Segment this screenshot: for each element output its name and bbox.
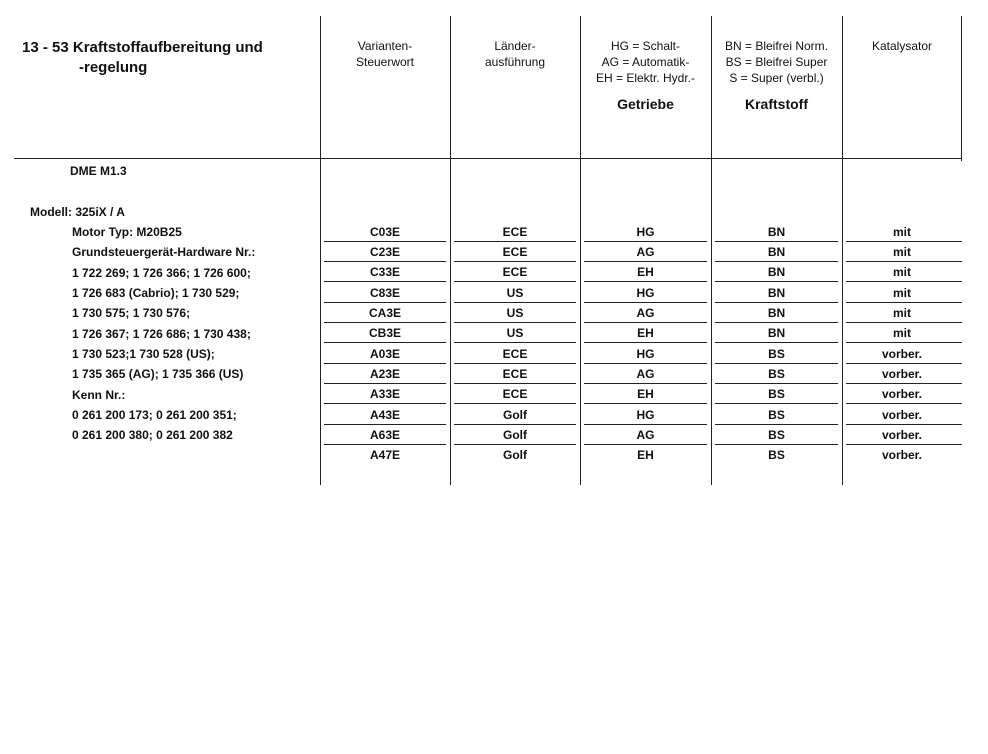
row-underline bbox=[715, 403, 838, 404]
header-laender bbox=[450, 38, 580, 70]
table-row bbox=[320, 344, 962, 364]
left-line: Kenn Nr.: bbox=[72, 388, 126, 402]
header-katalysator-label: Katalysator bbox=[871, 39, 933, 53]
header-laender-line-2: ausführung bbox=[484, 55, 546, 69]
header-kraftstoff-title: Kraftstoff bbox=[745, 96, 808, 112]
cell-getriebe: HG bbox=[636, 408, 655, 422]
row-underline bbox=[584, 281, 707, 282]
header-divider bbox=[14, 158, 962, 159]
cell-kraftstoff: BN bbox=[767, 225, 786, 239]
cell-land: US bbox=[506, 326, 524, 340]
cell-getriebe: AG bbox=[636, 367, 655, 381]
header-kraftstoff-line-3: S = Super (verbl.) bbox=[729, 71, 824, 85]
cell-kat: vorber. bbox=[881, 367, 923, 381]
left-line: 1 722 269; 1 726 366; 1 726 600; bbox=[72, 266, 251, 280]
cell-getriebe: HG bbox=[636, 286, 655, 300]
cell-kraftstoff: BN bbox=[767, 286, 786, 300]
cell-kat: mit bbox=[893, 225, 911, 239]
cell-kraftstoff: BN bbox=[767, 326, 786, 340]
table-row bbox=[320, 303, 962, 323]
table-row bbox=[320, 384, 962, 404]
cell-kat: mit bbox=[893, 286, 911, 300]
dme-label: DME M1.3 bbox=[70, 164, 127, 178]
cell-code: A63E bbox=[369, 428, 401, 442]
cell-land: Golf bbox=[503, 428, 527, 442]
cell-kat: vorber. bbox=[881, 347, 923, 361]
cell-code: C23E bbox=[369, 245, 401, 259]
row-underline bbox=[454, 342, 576, 343]
cell-kat: mit bbox=[893, 245, 911, 259]
cell-getriebe: AG bbox=[636, 306, 655, 320]
header-kraftstoff-line-1: BN = Bleifrei Norm. bbox=[724, 39, 829, 53]
cell-getriebe: AG bbox=[636, 428, 655, 442]
cell-code: C03E bbox=[369, 225, 401, 239]
row-underline bbox=[846, 403, 962, 404]
cell-kat: mit bbox=[893, 306, 911, 320]
header-kraftstoff bbox=[711, 38, 842, 112]
header-getriebe-title: Getriebe bbox=[617, 96, 674, 112]
cell-kraftstoff: BS bbox=[768, 408, 785, 422]
left-line: 1 726 683 (Cabrio); 1 730 529; bbox=[72, 286, 240, 300]
cell-getriebe: EH bbox=[637, 326, 654, 340]
cell-code: C33E bbox=[369, 265, 401, 279]
header-getriebe bbox=[580, 38, 711, 112]
cell-kraftstoff: BN bbox=[767, 245, 786, 259]
cell-code: C83E bbox=[369, 286, 401, 300]
row-underline bbox=[584, 403, 707, 404]
header-katalysator bbox=[842, 38, 962, 54]
table-row bbox=[320, 425, 962, 445]
cell-land: ECE bbox=[502, 265, 528, 279]
left-line: 1 730 523;1 730 528 (US); bbox=[72, 347, 215, 361]
cell-code: A47E bbox=[369, 448, 401, 462]
cell-code: CA3E bbox=[368, 306, 401, 320]
modell-label: Modell: 325iX / A bbox=[30, 205, 125, 219]
left-line: 0 261 200 173; 0 261 200 351; bbox=[72, 408, 237, 422]
row-underline bbox=[324, 342, 446, 343]
header-kraftstoff-line-2: BS = Bleifrei Super bbox=[725, 55, 828, 69]
left-line: 1 735 365 (AG); 1 735 366 (US) bbox=[72, 367, 244, 381]
cell-land: ECE bbox=[502, 347, 528, 361]
cell-code: A23E bbox=[369, 367, 401, 381]
cell-land: US bbox=[506, 306, 524, 320]
table-row bbox=[320, 222, 962, 242]
cell-code: CB3E bbox=[368, 326, 401, 340]
row-underline bbox=[846, 281, 962, 282]
header-varianten-line-1: Varianten- bbox=[357, 39, 413, 53]
cell-land: Golf bbox=[503, 408, 527, 422]
table-row bbox=[320, 405, 962, 425]
cell-getriebe: EH bbox=[637, 265, 654, 279]
table-row bbox=[320, 364, 962, 384]
cell-getriebe: EH bbox=[637, 448, 654, 462]
header-laender-line-1: Länder- bbox=[494, 39, 536, 53]
cell-getriebe: EH bbox=[637, 387, 654, 401]
cell-land: ECE bbox=[502, 387, 528, 401]
cell-kraftstoff: BS bbox=[768, 347, 785, 361]
cell-getriebe: HG bbox=[636, 225, 655, 239]
row-underline bbox=[324, 281, 446, 282]
cell-kat: vorber. bbox=[881, 428, 923, 442]
table-row bbox=[320, 283, 962, 303]
cell-kraftstoff: BN bbox=[767, 306, 786, 320]
table-row bbox=[320, 323, 962, 343]
cell-kraftstoff: BS bbox=[768, 387, 785, 401]
left-line: 1 730 575; 1 730 576; bbox=[72, 306, 191, 320]
cell-kat: mit bbox=[893, 326, 911, 340]
cell-kat: vorber. bbox=[881, 387, 923, 401]
left-line: 1 726 367; 1 726 686; 1 730 438; bbox=[72, 327, 251, 341]
cell-land: US bbox=[506, 286, 524, 300]
cell-kat: vorber. bbox=[881, 408, 923, 422]
table-row bbox=[320, 262, 962, 282]
cell-land: ECE bbox=[502, 225, 528, 239]
table-row bbox=[320, 242, 962, 262]
cell-getriebe: HG bbox=[636, 347, 655, 361]
title-line-1: 13 - 53 Kraftstoffaufbereitung und bbox=[22, 39, 263, 56]
cell-kraftstoff: BS bbox=[768, 428, 785, 442]
header-getriebe-line-3: EH = Elektr. Hydr.- bbox=[595, 71, 696, 85]
cell-land: ECE bbox=[502, 367, 528, 381]
row-underline bbox=[584, 342, 707, 343]
cell-land: ECE bbox=[502, 245, 528, 259]
header-varianten bbox=[320, 38, 450, 70]
row-underline bbox=[715, 342, 838, 343]
cell-getriebe: AG bbox=[636, 245, 655, 259]
cell-code: A33E bbox=[369, 387, 401, 401]
cell-kraftstoff: BS bbox=[768, 367, 785, 381]
left-line: Motor Typ: M20B25 bbox=[72, 225, 182, 239]
row-underline bbox=[324, 403, 446, 404]
cell-code: A03E bbox=[369, 347, 401, 361]
table-row bbox=[320, 445, 962, 465]
row-underline bbox=[715, 281, 838, 282]
title-line-2: -regelung bbox=[79, 59, 148, 76]
cell-kat: vorber. bbox=[881, 448, 923, 462]
row-underline bbox=[454, 403, 576, 404]
row-underline bbox=[454, 281, 576, 282]
cell-code: A43E bbox=[369, 408, 401, 422]
cell-kraftstoff: BS bbox=[768, 448, 785, 462]
page-title bbox=[22, 38, 263, 78]
row-underline bbox=[846, 342, 962, 343]
header-getriebe-line-1: HG = Schalt- bbox=[610, 39, 681, 53]
left-line: Grundsteuergerät-Hardware Nr.: bbox=[72, 245, 256, 259]
header-getriebe-line-2: AG = Automatik- bbox=[601, 55, 690, 69]
cell-kat: mit bbox=[893, 265, 911, 279]
cell-kraftstoff: BN bbox=[767, 265, 786, 279]
cell-land: Golf bbox=[503, 448, 527, 462]
header-varianten-line-2: Steuerwort bbox=[355, 55, 415, 69]
left-line: 0 261 200 380; 0 261 200 382 bbox=[72, 428, 233, 442]
